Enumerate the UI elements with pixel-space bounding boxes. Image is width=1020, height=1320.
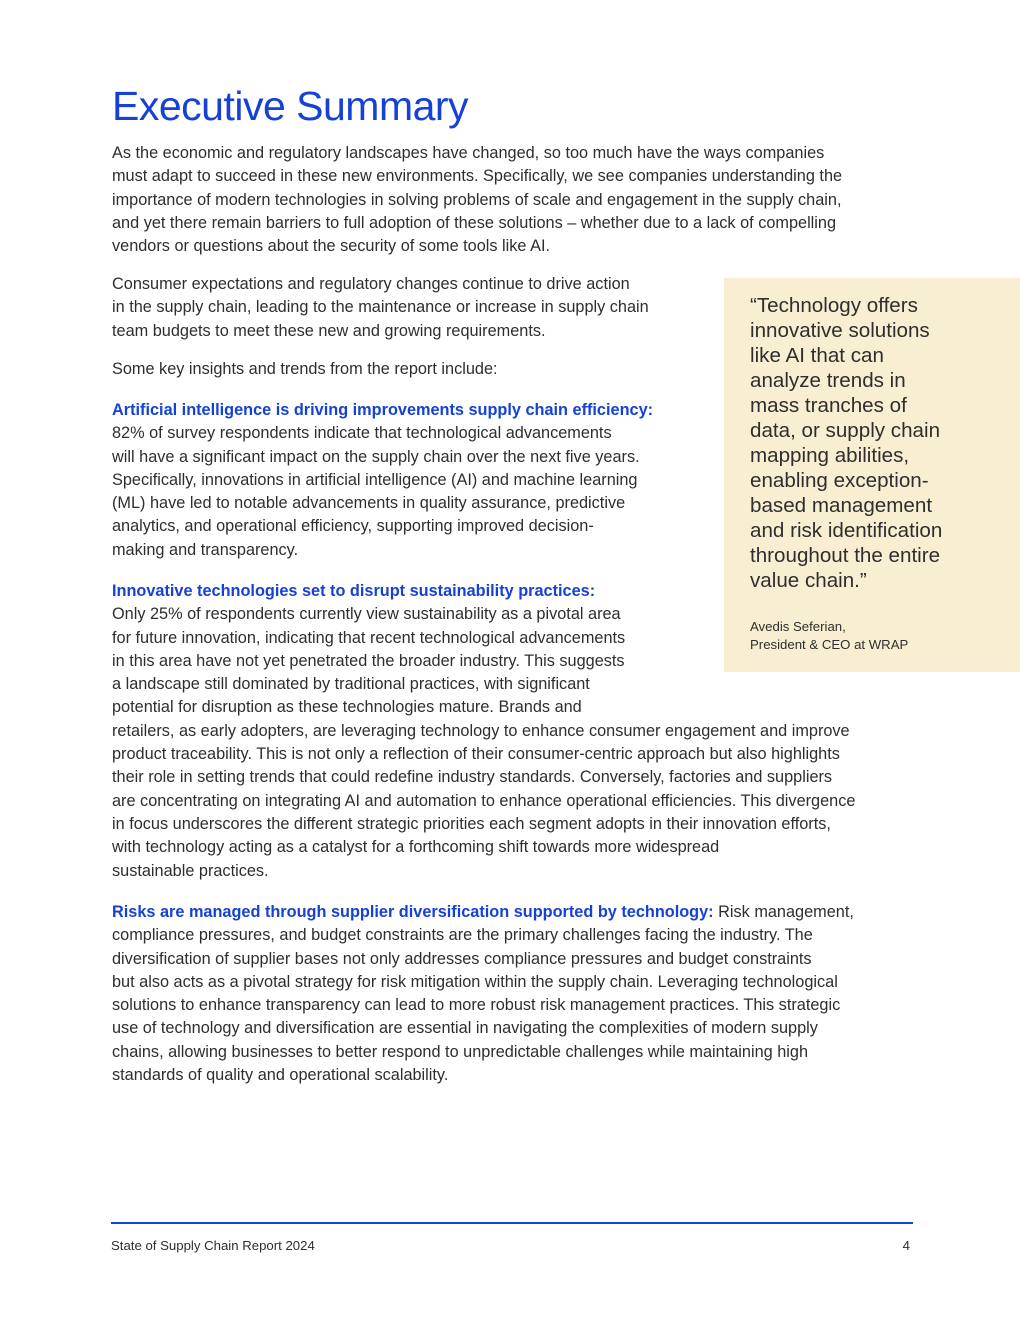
- footer-divider: [111, 1222, 913, 1224]
- insight-line: 82% of survey respondents indicate that technological advancements: [112, 424, 612, 443]
- intro-line: As the economic and regulatory landscapes have changed, so too much have the ways companies: [112, 144, 825, 162]
- quote-line: “Technology offers: [750, 294, 918, 317]
- footer-report-title: State of Supply Chain Report 2024: [111, 1238, 315, 1253]
- insight-line: sustainable practices.: [112, 861, 269, 880]
- pull-quote: [724, 278, 1020, 672]
- insight-line: solutions to enhance transparency can lead to more robust risk management practices. This strategic: [112, 996, 841, 1015]
- insight-heading: Risks are managed through supplier diversification supported by technology:: [112, 903, 714, 921]
- insight-line: chains, allowing businesses to better respond to unpredictable challenges while maintaining high: [112, 1042, 809, 1061]
- quote-attribution: [750, 618, 908, 654]
- attribution-role: President & CEO at WRAP: [750, 637, 909, 652]
- attribution-name: Avedis Seferian,: [750, 619, 846, 634]
- insight-heading: Artificial intelligence is driving improvements supply chain efficiency:: [112, 401, 654, 419]
- quote-line: throughout the entire: [750, 544, 941, 567]
- key-insights-intro: Some key insights and trends from the report include:: [112, 360, 498, 378]
- quote-line: data, or supply chain: [750, 419, 941, 442]
- insight-line: standards of quality and operational scalability.: [112, 1066, 449, 1085]
- insight-line: potential for disruption as these technologies mature. Brands and: [112, 698, 582, 717]
- insight-line: their role in setting trends that could redefine industry standards. Conversely, factories and suppliers: [112, 768, 833, 787]
- insight-line: with technology acting as a catalyst for a forthcoming shift towards more widespread: [112, 838, 720, 857]
- insight-line: Specifically, innovations in artificial intelligence (AI) and machine learning: [112, 470, 638, 489]
- intro-paragraph: [112, 142, 842, 258]
- intro-line: and yet there remain barriers to full adoption of these solutions – whether due to a lack of compelling: [112, 213, 837, 232]
- intro-line: must adapt to succeed in these new environments. Specifically, we see companies understanding the: [112, 167, 843, 186]
- insight-risk-diversification: [112, 901, 854, 1087]
- consumer-line: in the supply chain, leading to the maintenance or increase in supply chain: [112, 298, 649, 317]
- page-number: 4: [902, 1238, 910, 1253]
- quote-line: like AI that can: [750, 344, 884, 367]
- intro-line: importance of modern technologies in solving problems of scale and engagement in the supply chain,: [112, 190, 842, 209]
- pull-quote-text: [750, 293, 1014, 593]
- insight-line: retailers, as early adopters, are leveraging technology to enhance consumer engagement and improve: [112, 721, 850, 740]
- insight-ai-efficiency: [112, 399, 653, 562]
- quote-line: analyze trends in: [750, 369, 906, 392]
- consumer-line: team budgets to meet these new and growing requirements.: [112, 321, 546, 340]
- insight-line: use of technology and diversification are essential in navigating the complexities of modern supply: [112, 1019, 818, 1038]
- insight-line: in focus underscores the different strategic priorities each segment adopts in their innovation efforts,: [112, 814, 831, 833]
- insight-line: Risk management,: [713, 903, 854, 921]
- insight-line: will have a significant impact on the supply chain over the next five years.: [112, 447, 640, 466]
- quote-line: based management: [750, 494, 933, 517]
- quote-line: value chain.”: [750, 569, 867, 592]
- insight-line: but also acts as a pivotal strategy for risk mitigation within the supply chain. Leveraging technological: [112, 972, 838, 991]
- insight-line: analytics, and operational efficiency, supporting improved decision-: [112, 517, 594, 536]
- insight-line: for future innovation, indicating that recent technological advancements: [112, 628, 626, 647]
- insight-line: product traceability. This is not only a reflection of their consumer-centric approach but also highlights: [112, 745, 840, 764]
- insight-line: Only 25% of respondents currently view sustainability as a pivotal area: [112, 605, 621, 624]
- insight-line: compliance pressures, and budget constraints are the primary challenges facing the industry. The: [112, 926, 813, 945]
- consumer-paragraph: [112, 273, 649, 343]
- insight-line: a landscape still dominated by traditional practices, with significant: [112, 675, 590, 694]
- page-title: Executive Summary: [112, 83, 469, 129]
- intro-line: vendors or questions about the security of some tools like AI.: [112, 237, 551, 256]
- quote-line: enabling exception-: [750, 469, 929, 492]
- insight-line: in this area have not yet penetrated the broader industry. This suggests: [112, 651, 625, 670]
- quote-line: mass tranches of: [750, 394, 907, 417]
- quote-line: and risk identification: [750, 519, 943, 542]
- quote-line: mapping abilities,: [750, 444, 910, 467]
- consumer-line: Consumer expectations and regulatory changes continue to drive action: [112, 275, 630, 293]
- insight-line: are concentrating on integrating AI and automation to enhance operational efficiencies. This divergence: [112, 791, 856, 810]
- insight-line: diversification of supplier bases not only addresses compliance pressures and budget constraints: [112, 949, 812, 968]
- quote-line: innovative solutions: [750, 319, 930, 342]
- insight-line: making and transparency.: [112, 540, 299, 559]
- insight-line: (ML) have led to notable advancements in quality assurance, predictive: [112, 494, 626, 513]
- insight-heading: Innovative technologies set to disrupt sustainability practices:: [112, 582, 596, 600]
